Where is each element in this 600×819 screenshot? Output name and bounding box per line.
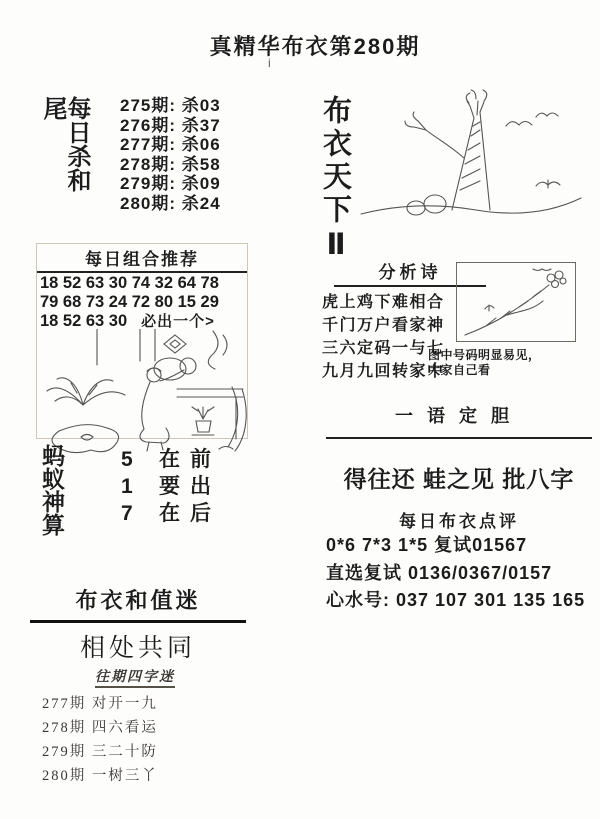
combo-row: 18 52 63 30 必出一个> <box>40 312 215 330</box>
fourchar-rows <box>42 692 175 788</box>
lucky-numbers-line: 心水号: 037 107 301 135 165 <box>326 590 586 610</box>
fourchar-row: 280期 一树三丫 <box>42 768 158 784</box>
kill-row: 280期: 杀24 <box>120 193 221 213</box>
combo-row: 79 68 73 24 72 80 15 29 <box>40 293 219 311</box>
ant-number: 7 <box>121 502 133 525</box>
hezhi-header: 布衣和值迷 <box>30 584 246 623</box>
poem-line: 三六定码一与七 <box>322 340 445 357</box>
ant-oracle-rows <box>121 446 221 544</box>
kill-row: 277期: 杀06 <box>120 135 221 154</box>
kill-row: 275期: 杀03 <box>120 96 221 115</box>
poem-line: 虎上鸡下难相合 <box>322 294 445 311</box>
poem-line: 九月九回转家中 <box>322 363 445 380</box>
ant-text: 要出 <box>159 475 221 498</box>
ant-text: 在后 <box>159 502 221 525</box>
kill-row: 278期: 杀58 <box>120 154 221 174</box>
hezhi-answer: 相处共同 <box>79 634 196 662</box>
tree-sketch-illustration <box>356 86 586 234</box>
fourchar-row: 278期 四六看运 <box>42 720 158 736</box>
combo-row: 18 52 63 30 74 32 64 78 <box>40 274 219 292</box>
kill-row: 279期: 杀09 <box>120 174 221 193</box>
riddle-picture-box <box>456 262 576 342</box>
daily-kill-rows <box>120 96 221 214</box>
daily-kill-section <box>40 96 221 214</box>
ant-oracle-section <box>40 444 221 544</box>
combo-section <box>36 243 248 439</box>
kill-row: 276期: 杀37 <box>120 115 221 135</box>
branch-sketch-illustration <box>457 263 575 341</box>
number-picks-section <box>326 532 585 615</box>
yuding-section <box>326 402 592 532</box>
picture-caption: 图中号码明显易见， 大家自己看 <box>428 348 541 377</box>
ant-row <box>121 446 221 473</box>
fourchar-row: 277期 对开一九 <box>42 696 158 712</box>
daily-kill-label: 每日杀和尾 <box>39 96 90 192</box>
figure-sketch-illustration <box>37 329 247 455</box>
combo-rows <box>37 273 247 331</box>
fourchar-section <box>42 666 175 788</box>
ant-number: 1 <box>121 475 133 498</box>
combo-header: 每日组合推荐 <box>37 244 247 273</box>
hezhi-riddle-section <box>30 584 246 664</box>
fourchar-header: 往期四字迷 <box>95 666 175 688</box>
direct-duplex-line: 直选复试 0136/0367/0157 <box>326 562 553 583</box>
buyi-tianxia-title: 布衣天下Ⅱ <box>319 95 351 265</box>
ant-oracle-label: 蚂蚁神算 <box>39 444 65 536</box>
combo-note: 必出一个> <box>141 313 215 330</box>
poem-line: 千门万户看家神 <box>322 317 445 334</box>
poem-header: 分析诗 <box>334 258 486 287</box>
ant-row <box>121 500 221 527</box>
ant-number: 5 <box>121 448 133 471</box>
page-title: 真精华布衣第280期 <box>209 34 421 59</box>
scan-mark: i <box>268 56 271 70</box>
fourchar-row: 279期 三二十防 <box>42 744 158 760</box>
yuding-main: 得往还 蛙之见 批八字 <box>343 466 575 492</box>
ant-text: 在前 <box>159 448 221 471</box>
yuding-header: 一语定胆 <box>326 402 592 439</box>
ant-row <box>121 473 221 500</box>
yuding-sub: 每日布衣点评 <box>399 512 519 531</box>
duplex-line: 0*6 7*3 1*5 复试01567 <box>326 535 528 555</box>
